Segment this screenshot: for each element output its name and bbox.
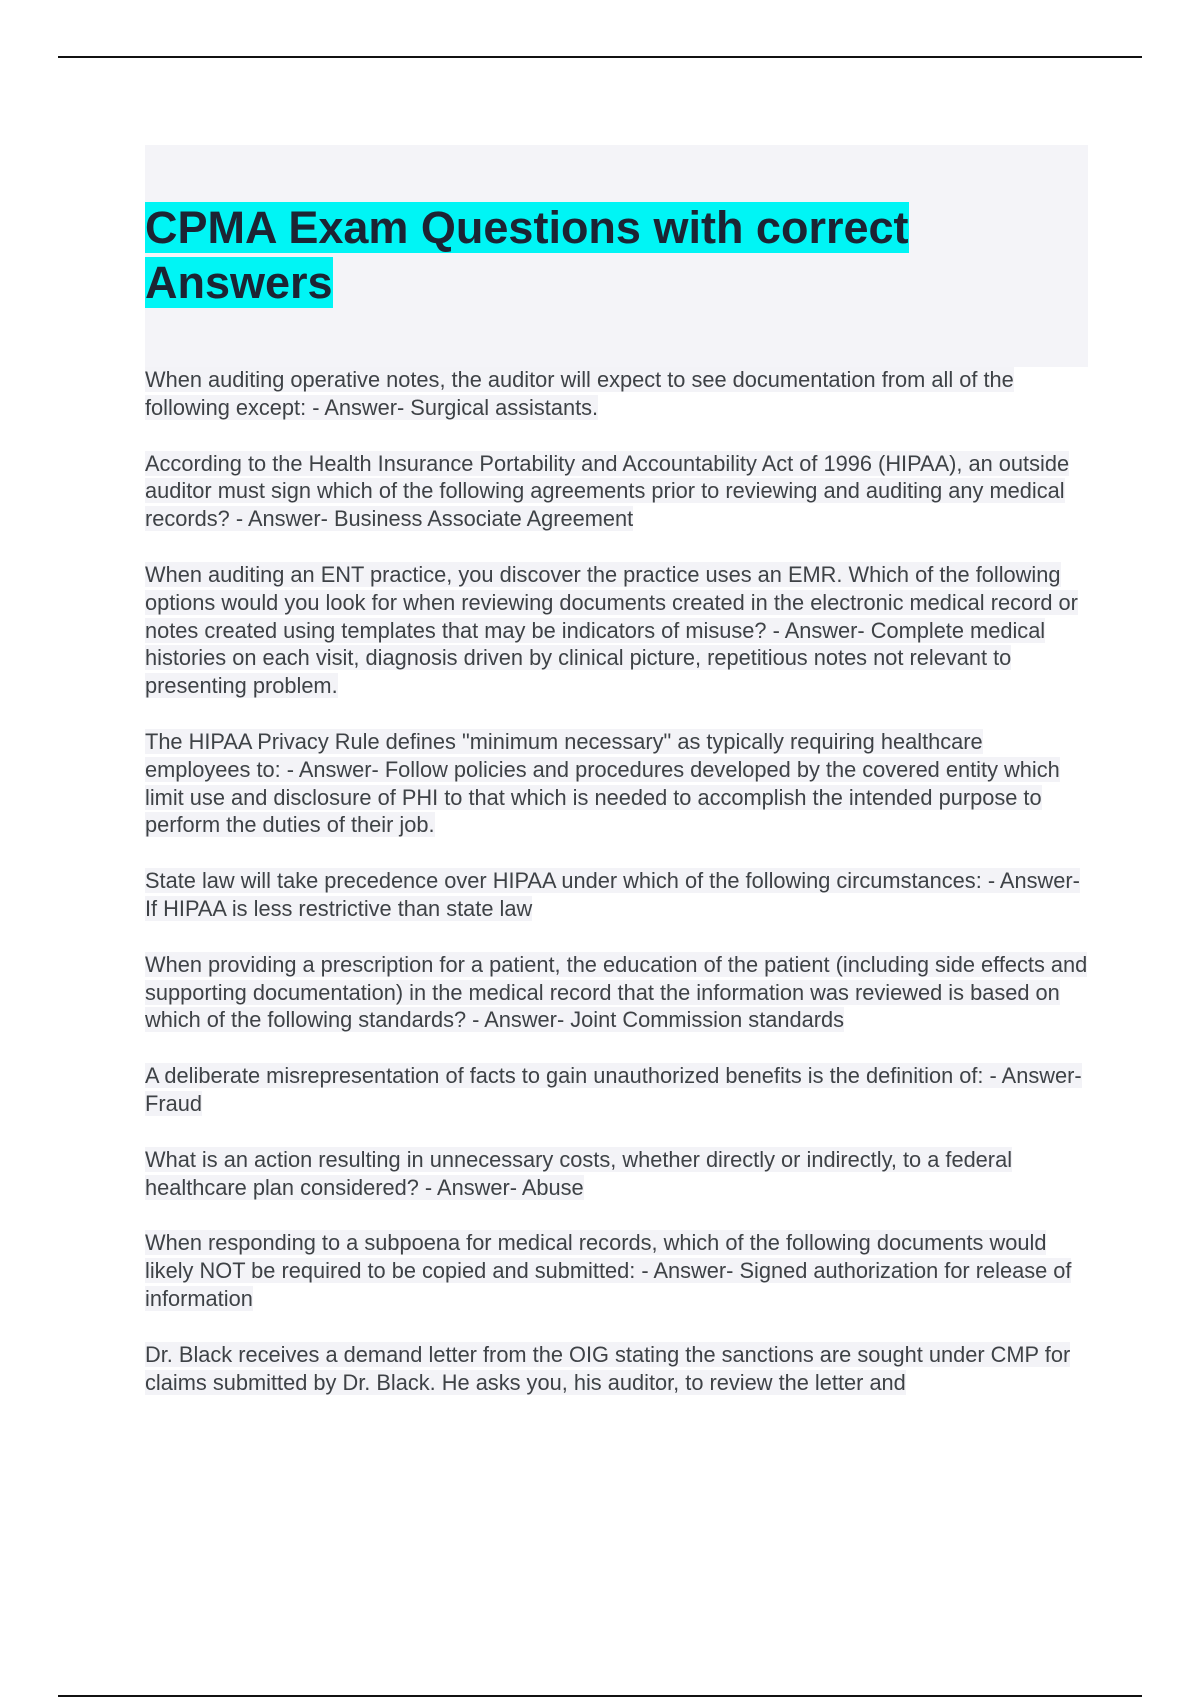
- qa-item-text: When auditing operative notes, the auditor will expect to see documentation from all of the following except: - Answer- Surgical assistants.: [145, 367, 1014, 420]
- qa-item-text: Dr. Black receives a demand letter from the OIG stating the sanctions are sought under CMP for claims submitted by Dr. Black. He asks you, his auditor, to review the letter and: [145, 1341, 1071, 1395]
- qa-item: [145, 867, 1090, 923]
- document-title: [145, 200, 1045, 310]
- qa-item-text: The HIPAA Privacy Rule defines "minimum necessary" as typically requiring healthcare employees to: - Answer- Follow policies and procedures developed by the covered entity which limit use and disclosure of PHI to that which is needed to accomplish the intended purpose to perform the duties of their job.: [145, 728, 1060, 838]
- qa-item-text: State law will take precedence over HIPAA under which of the following circumstances: - Answer- If HIPAA is less restrictive than state law: [145, 868, 1080, 921]
- qa-item: [145, 450, 1090, 533]
- top-rule: [58, 56, 1142, 58]
- qa-item-text: What is an action resulting in unnecessary costs, whether directly or indirectly, to a federal healthcare plan considered? - Answer- Abuse: [145, 1146, 1013, 1200]
- qa-item: [145, 1062, 1090, 1118]
- qa-item: [145, 1229, 1090, 1312]
- title-block: [145, 145, 1088, 367]
- qa-list: [145, 366, 1090, 1424]
- qa-item: [145, 561, 1090, 700]
- qa-item-text: When auditing an ENT practice, you discover the practice uses an EMR. Which of the following options would you look for when reviewing documents created in the electronic medical record or notes created using templates that may be indicators of misuse? - Answer- Complete medical histories on each visit, diagnosis driven by clinical picture, repetitious notes not relevant to presenting problem.: [145, 561, 1078, 699]
- document-title-text: CPMA Exam Questions with correct Answers: [145, 202, 909, 308]
- bottom-rule: [58, 1695, 1142, 1697]
- qa-item: [145, 728, 1090, 839]
- qa-item-text: A deliberate misrepresentation of facts to gain unauthorized benefits is the definition of: - Answer- Fraud: [145, 1063, 1082, 1116]
- qa-item: [145, 366, 1090, 422]
- qa-item: [145, 951, 1090, 1034]
- qa-item-text: When responding to a subpoena for medical records, which of the following documents would likely NOT be required to be copied and submitted: - Answer- Signed authorization for release of information: [145, 1230, 1072, 1311]
- qa-item-text: According to the Health Insurance Portability and Accountability Act of 1996 (HIPAA), an outside auditor must sign which of the following agreements prior to reviewing and auditing any medical records? - Answer- Business Associate Agreement: [145, 450, 1070, 532]
- qa-item-text: When providing a prescription for a patient, the education of the patient (including side effects and supporting documentation) in the medical record that the information was reviewed is based on which of the following standards? - Answer- Joint Commission standards: [145, 951, 1088, 1033]
- qa-item: [145, 1341, 1090, 1397]
- qa-item: [145, 1146, 1090, 1202]
